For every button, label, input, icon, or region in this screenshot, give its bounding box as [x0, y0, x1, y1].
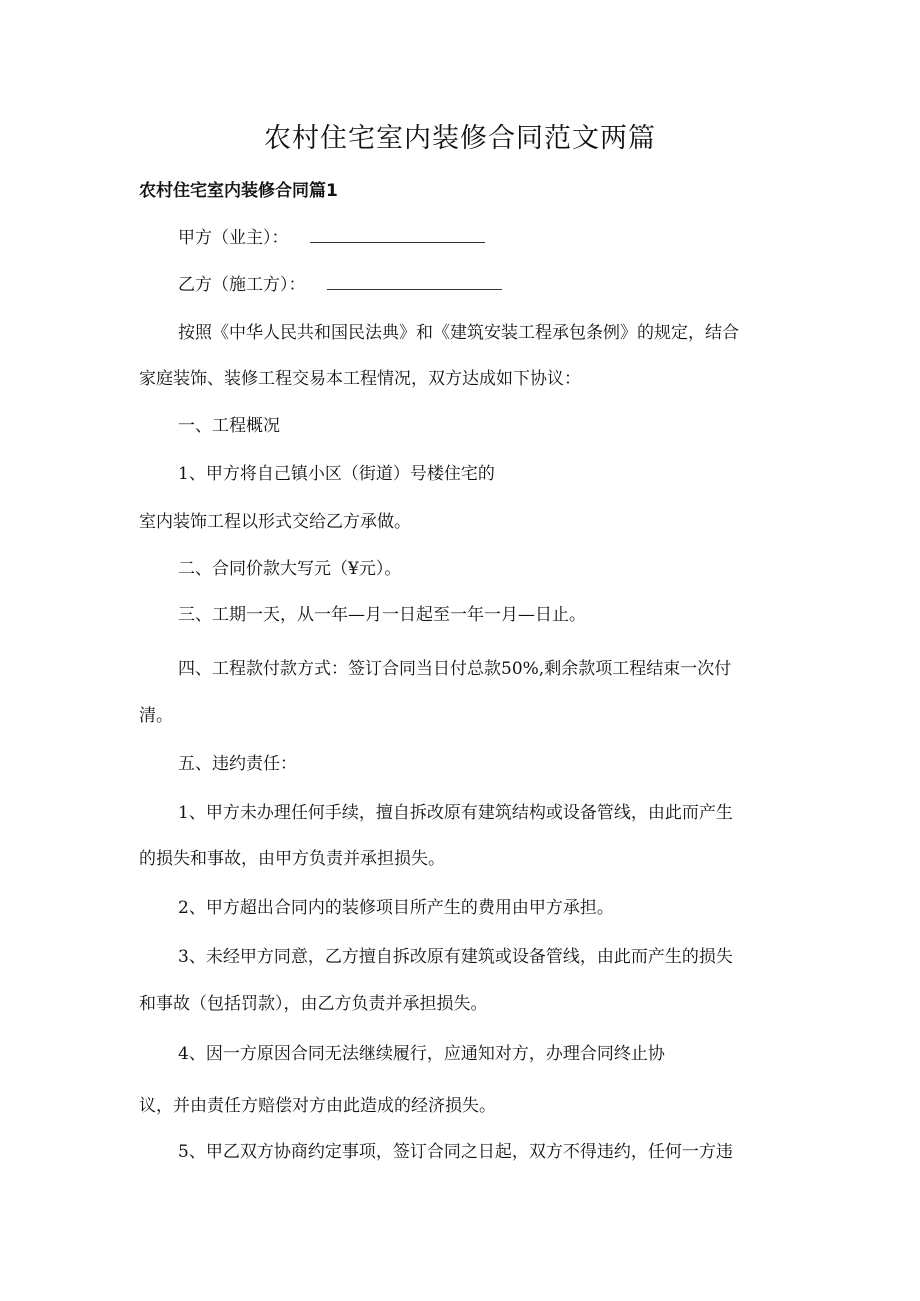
paragraph-line: 四、工程款付款方式：签订合同当日付总款50%,剩余款项工程结束一次付 — [178, 659, 732, 679]
party-a-blank — [310, 226, 485, 243]
paragraph-line: 清。 — [139, 706, 173, 726]
paragraph-line: 五、违约责任： — [178, 754, 297, 774]
paragraph-line: 二、合同价款大写元（¥元）。 — [178, 559, 402, 579]
paragraph-line: 1、甲方未办理任何手续，擅自拆改原有建筑结构或设备管线，由此而产生 — [178, 803, 733, 823]
paragraph-line: 一、工程概况 — [178, 416, 280, 436]
party-b-line — [178, 273, 502, 297]
paragraph-line: 的损失和事故，由甲方负责并承担损失。 — [139, 849, 445, 869]
paragraph-line: 按照《中华人民共和国民法典》和《建筑安装工程承包条例》的规定，结合 — [178, 323, 739, 343]
paragraph-line: 4、因一方原因合同无法继续履行，应通知对方，办理合同终止协 — [178, 1044, 665, 1064]
paragraph-line: 室内装饰工程以形式交给乙方承做。 — [139, 512, 411, 532]
paragraph-line: 1、甲方将自己镇小区（街道）号楼住宅的 — [178, 464, 495, 484]
document-title: 农村住宅室内装修合同范文两篇 — [264, 123, 656, 154]
paragraph-line: 3、未经甲方同意，乙方擅自拆改原有建筑或设备管线，由此而产生的损失 — [178, 947, 733, 967]
party-b-blank — [327, 273, 502, 290]
paragraph-line: 三、工期一天，从一年—月一日起至一年一月—日止。 — [178, 605, 586, 625]
paragraph-line: 2、甲方超出合同内的装修项目所产生的费用由甲方承担。 — [178, 898, 614, 918]
paragraph-line: 议，并由责任方赔偿对方由此造成的经济损失。 — [139, 1096, 496, 1116]
paragraph-line: 家庭装饰、装修工程交易本工程情况，双方达成如下协议： — [139, 369, 581, 389]
party-b-label: 乙方（施工方）： — [178, 275, 306, 295]
party-a-line — [178, 226, 485, 250]
section-heading: 农村住宅室内装修合同篇1 — [139, 181, 338, 201]
paragraph-line: 5、甲乙双方协商约定事项，签订合同之日起，双方不得违约，任何一方违 — [178, 1142, 733, 1162]
party-a-label: 甲方（业主）： — [178, 228, 289, 248]
paragraph-line: 和事故（包括罚款），由乙方负责并承担损失。 — [139, 994, 488, 1014]
